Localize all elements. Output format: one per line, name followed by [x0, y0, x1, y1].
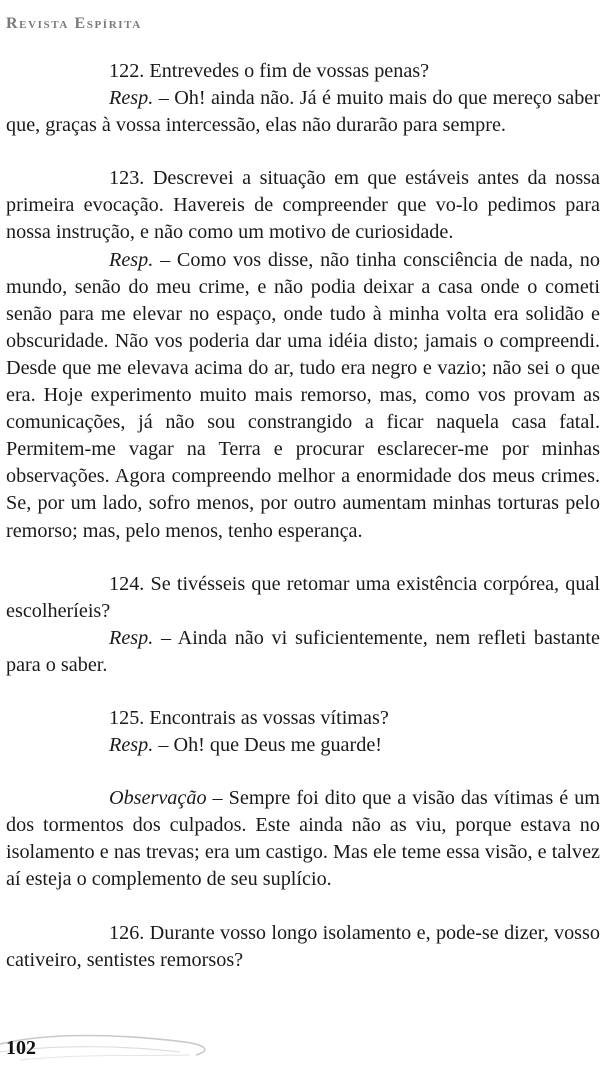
observation-label: Observação — [109, 787, 207, 810]
running-header: Revista Espírita — [6, 15, 142, 32]
resp-label: Resp. — [109, 87, 154, 110]
page-body — [6, 58, 600, 974]
answer-125 — [6, 732, 600, 759]
answer-text: – Como vos disse, não tinha consciência de nada, no mundo, senão do meu crime, e não podia deixar a casa onde o cometi senão para me elevar no espaço, onde tudo à minha volta era solidão e obscuridade. Não vos poderia dar uma idéia disto; jamais o compreendi. Desde que me elevava acima do ar, tudo era negro e vazio; não sei o que era. Hoje experimento muito mais remorso, mas, como vos provam as comunicações, já não sou constrangido a ficar naquela casa fatal. Permitem-me vagar na Terra e procurar esclarecer-me por minhas observações. Agora compreendo melhor a enormidade dos meus crimes. Se, por um lado, sofro menos, por outro aumentam minhas torturas pelo remorso; mas, pelo menos, tenho esperança. — [6, 248, 600, 542]
question-122: 122. Entrevedes o fim de vossas penas? — [109, 60, 430, 82]
observation — [6, 785, 600, 893]
observation-text: – Sempre foi dito que a visão das vítimas é um dos tormentos dos culpados. Este ainda não as viu, porque estava no isolamento e nas trevas; era um castigo. Mas ele teme essa visão, e talvez aí esteja o complemento de seu suplício. — [6, 787, 600, 891]
answer-text: – Oh! ainda não. Já é muito mais do que mereço saber que, graças à vossa intercessão, elas não durarão para sempre. — [6, 87, 600, 137]
answer-123 — [6, 247, 600, 545]
question-125: 125. Encontrais as vossas vítimas? — [109, 706, 389, 729]
answer-122 — [6, 85, 600, 139]
answer-text: – Ainda não vi suficientemente, nem refleti bastante para o saber. — [6, 626, 600, 676]
question-126: 126. Durante vosso longo isolamento e, pode-se dizer, vosso cativeiro, sentistes remorsos? — [6, 921, 600, 971]
question-124: 124. Se tivésseis que retomar uma existência corpórea, qual escolheríeis? — [6, 572, 600, 622]
page-number: 102 — [6, 1037, 36, 1059]
answer-text: – Oh! que Deus me guarde! — [153, 734, 383, 757]
question-123: 123. Descrevei a situação em que estáveis antes da nossa primeira evocação. Havereis de compreender que vo-lo pedimos para nossa instrução, e não como um motivo de curiosidade. — [6, 167, 600, 244]
answer-124 — [6, 625, 600, 679]
resp-label: Resp. — [109, 626, 154, 649]
resp-label: Resp. — [109, 734, 154, 757]
resp-label: Resp. — [109, 248, 154, 271]
